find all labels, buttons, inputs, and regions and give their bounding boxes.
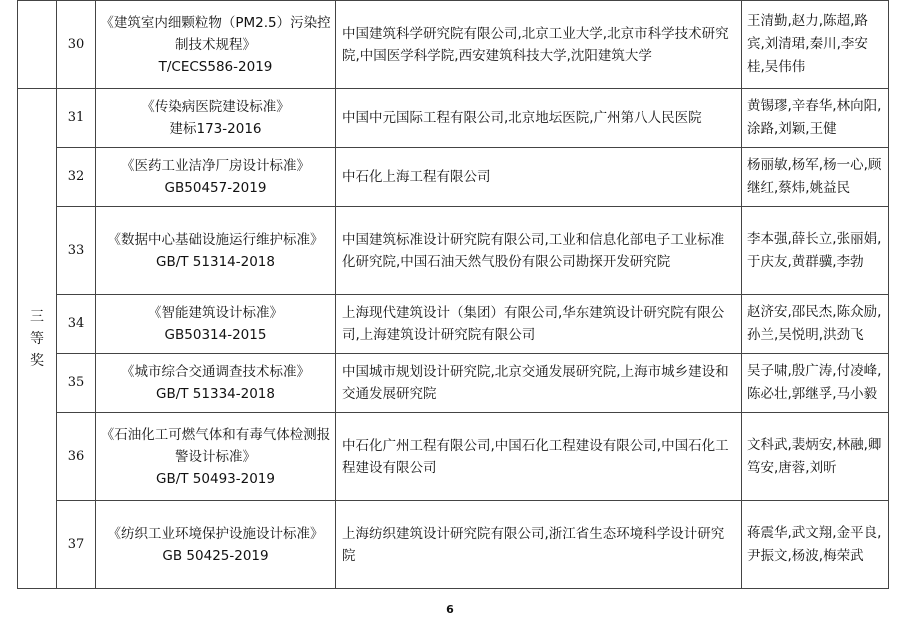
row-number: 30 (57, 1, 96, 89)
row-number: 35 (57, 354, 96, 413)
grade-cell-empty (18, 1, 57, 89)
standard-code: GB50314-2015 (164, 327, 267, 343)
row-number: 34 (57, 295, 96, 354)
standard-code: GB/T 50493-2019 (156, 470, 275, 487)
row-number: 31 (57, 89, 96, 148)
row-number: 36 (57, 413, 96, 501)
table-row (18, 1, 889, 89)
row-number: 37 (57, 501, 96, 589)
table-row (18, 413, 889, 501)
standard-name: 《传染病医院建设标准》 (141, 99, 290, 115)
standard-cell (96, 148, 336, 207)
units-cell: 中国建筑标准设计研究院有限公司,工业和信息化部电子工业标准化研究院,中国石油天然气股份有限公司勘探开发研究院 (336, 207, 742, 295)
units-cell: 上海现代建筑设计（集团）有限公司,华东建筑设计研究院有限公司,上海建筑设计研究院有限公司 (336, 295, 742, 354)
standard-cell (96, 89, 336, 148)
standard-name: 《数据中心基础设施运行维护标准》 (107, 231, 324, 248)
units-cell: 中国城市规划设计研究院,北京交通发展研究院,上海市城乡建设和交通发展研究院 (336, 354, 742, 413)
standard-cell (96, 501, 336, 589)
units-cell: 中石化广州工程有限公司,中国石化工程建设有限公司,中国石化工程建设有限公司 (336, 413, 742, 501)
standard-code: GB 50425-2019 (162, 547, 269, 564)
standard-cell (96, 1, 336, 89)
table-row (18, 207, 889, 295)
standard-name: 《医药工业洁净厂房设计标准》 (121, 158, 310, 174)
units-cell: 中石化上海工程有限公司 (336, 148, 742, 207)
row-number: 32 (57, 148, 96, 207)
standard-code: T/CECS586-2019 (158, 58, 273, 75)
standard-name: 《智能建筑设计标准》 (148, 305, 283, 321)
units-cell: 中国建筑科学研究院有限公司,北京工业大学,北京市科学技术研究院,中国医学科学院,西安建筑科技大学,沈阳建筑大学 (336, 1, 742, 89)
standard-name: 《建筑室内细颗粒物（PM2.5）污染控制技术规程》 (100, 14, 331, 53)
table-row (18, 295, 889, 354)
table-row (18, 89, 889, 148)
people-cell: 文科武,裴炳安,林融,卿笃安,唐蓉,刘昕 (742, 413, 889, 501)
standard-code: GB/T 51314-2018 (156, 253, 275, 270)
table-row (18, 501, 889, 589)
people-cell: 赵济安,邵民杰,陈众励,孙兰,吴悦明,洪劲飞 (742, 295, 889, 354)
table-row (18, 148, 889, 207)
grade-label: 三等奖 (30, 308, 44, 369)
people-cell: 杨丽敏,杨军,杨一心,顾继红,蔡炜,姚益民 (742, 148, 889, 207)
standard-code: 建标173-2016 (169, 121, 262, 137)
units-cell: 上海纺织建筑设计研究院有限公司,浙江省生态环境科学设计研究院 (336, 501, 742, 589)
people-cell: 黄锡璆,辛春华,林向阳,涂路,刘颖,王健 (742, 89, 889, 148)
standard-cell (96, 413, 336, 501)
units-cell: 中国中元国际工程有限公司,北京地坛医院,广州第八人民医院 (336, 89, 742, 148)
standard-cell (96, 354, 336, 413)
standard-code: GB/T 51334-2018 (156, 386, 275, 402)
people-cell: 吴子啸,殷广涛,付凌峰,陈必壮,郭继孚,马小毅 (742, 354, 889, 413)
standard-name: 《城市综合交通调查技术标准》 (121, 364, 310, 380)
table-row (18, 354, 889, 413)
standard-name: 《纺织工业环境保护设施设计标准》 (107, 525, 324, 542)
row-number: 33 (57, 207, 96, 295)
award-table (17, 0, 889, 589)
people-cell: 王清勤,赵力,陈超,路宾,刘清珺,秦川,李安桂,吴伟伟 (742, 1, 889, 89)
people-cell: 李本强,薛长立,张丽娟,于庆友,黄群骥,李勃 (742, 207, 889, 295)
page-number: 6 (446, 603, 454, 616)
standard-cell (96, 295, 336, 354)
standard-cell (96, 207, 336, 295)
grade-cell (18, 89, 57, 589)
standard-code: GB50457-2019 (164, 180, 267, 196)
people-cell: 蒋震华,武文翔,金平良,尹振文,杨波,梅荣武 (742, 501, 889, 589)
standard-name: 《石油化工可燃气体和有毒气体检测报警设计标准》 (100, 426, 331, 465)
